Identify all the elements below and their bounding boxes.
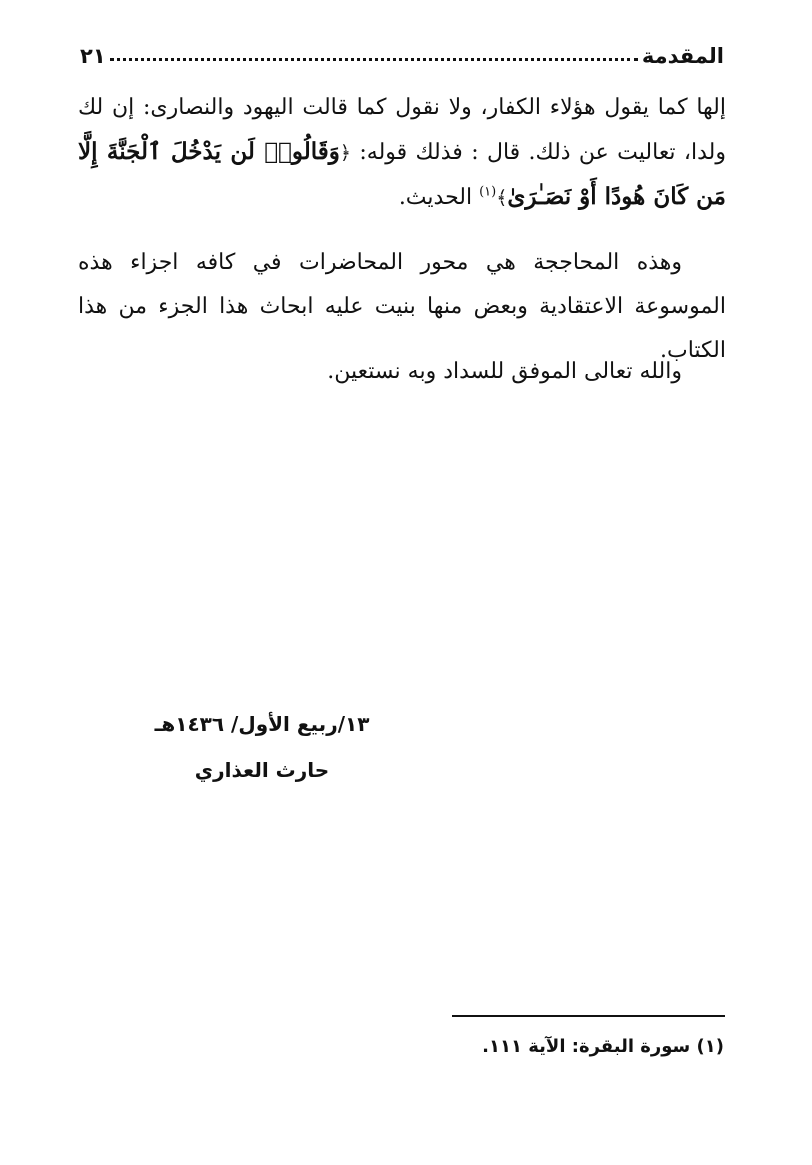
paragraph-1-tail: الحديث.: [398, 185, 480, 210]
dot-leader: [110, 58, 638, 61]
quran-bracket-close: ﴾: [496, 187, 508, 209]
paragraph-2: وهذه المحاججة هي محور المحاضرات في كافه اجزاء هذه الموسوعة الاعتقادية وبعض منها بنيت عليه ابحاث هذا الجزء من هذا الكتاب.: [78, 250, 726, 363]
quran-bracket-open: ﴿: [339, 142, 351, 164]
paragraph-3: والله تعالى الموفق للسداد وبه نستعين.: [327, 359, 682, 384]
paragraph-1-text: إلها كما يقول هؤلاء الكفار، ولا نقول كما قالت اليهود والنصارى: إن لك ولدا، تعاليت عن ذلك. قال : فذلك قوله:: [78, 95, 727, 165]
page-number: ٢١: [80, 44, 106, 68]
footnote-text: (١) سورة البقرة: الآية ١١١.: [482, 1036, 724, 1057]
paragraph-1: [78, 86, 726, 220]
signature-date: ١٣/ربيع الأول/ ١٤٣٦هـ: [154, 712, 370, 736]
quran-verse: وَقَالُوا۟ لَن يَدْخُلَ ٱلْجَنَّةَ إِلَّا مَن كَانَ هُودًا أَوْ نَصَـٰرَىٰ: [78, 138, 726, 210]
signature-name: حارث العذاري: [194, 758, 330, 782]
footnote-divider: [452, 1015, 725, 1017]
footnote-reference: (١): [479, 184, 497, 200]
running-header: [80, 32, 724, 68]
chapter-title: المقدمة: [641, 44, 724, 68]
